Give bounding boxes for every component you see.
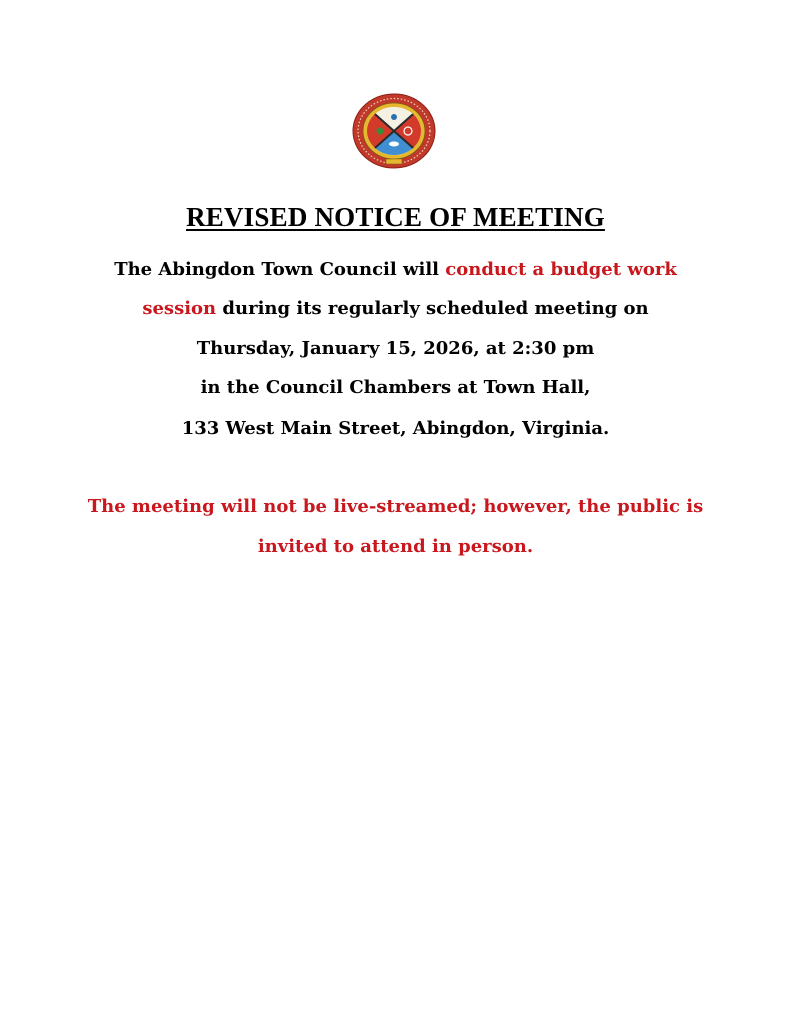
notice-line-1-text: The Abingdon Town Council will bbox=[114, 259, 446, 280]
notice-line-1 bbox=[0, 259, 791, 280]
meeting-date-time: Thursday, January 15, 2026, at 2:30 pm bbox=[196, 338, 595, 359]
notice-title: REVISED NOTICE OF MEETING bbox=[186, 202, 605, 232]
livestream-notice-line-2: invited to attend in person. bbox=[257, 536, 534, 557]
notice-line-2 bbox=[0, 298, 791, 319]
meeting-location: in the Council Chambers at Town Hall, bbox=[200, 377, 591, 398]
livestream-notice-line-1: The meeting will not be live-streamed; however, the public is bbox=[87, 496, 704, 517]
meeting-address: 133 West Main Street, Abingdon, Virginia. bbox=[181, 418, 610, 439]
town-seal-icon bbox=[352, 93, 436, 169]
budget-highlight-part-2: session bbox=[142, 298, 217, 319]
budget-highlight-part-1: conduct a budget work bbox=[445, 259, 677, 280]
notice-line-2-text: during its regularly scheduled meeting on bbox=[216, 298, 649, 319]
